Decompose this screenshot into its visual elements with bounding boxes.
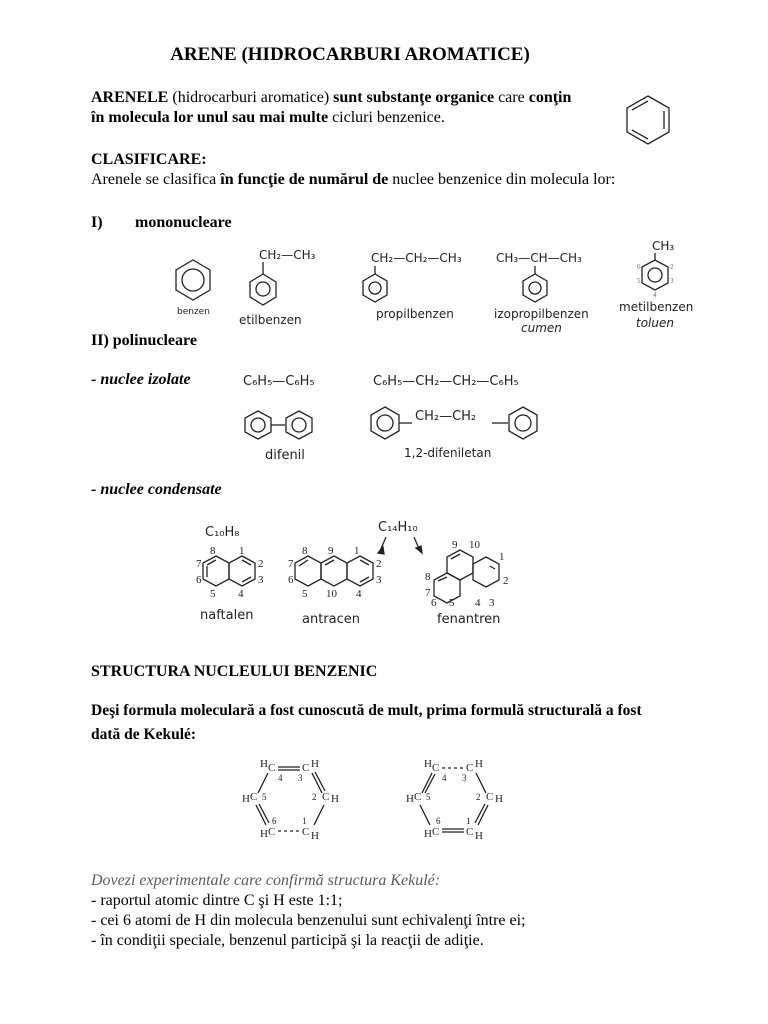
difeniletan-formula: C₆H₅—CH₂—CH₂—C₆H₅	[373, 374, 519, 389]
svg-text:10: 10	[326, 588, 337, 600]
dovezi-list	[91, 891, 711, 951]
svg-text:2: 2	[670, 263, 674, 271]
svg-text:C: C	[302, 826, 310, 838]
svg-text:H: H	[406, 793, 414, 805]
svg-text:2: 2	[476, 792, 481, 802]
svg-text:6: 6	[431, 597, 437, 609]
metilbenzen-label: metilbenzen	[619, 300, 694, 314]
svg-text:4: 4	[238, 588, 244, 600]
svg-text:H: H	[424, 828, 432, 840]
svg-text:5: 5	[637, 277, 641, 285]
svg-text:5: 5	[302, 588, 308, 600]
svg-text:3: 3	[258, 574, 264, 586]
svg-text:5: 5	[449, 597, 455, 609]
clasificare-text-3: nuclee benzenice din molecula lor:	[388, 171, 616, 188]
propilbenzen-formula: CH₂—CH₂—CH₃	[371, 251, 462, 265]
svg-text:6: 6	[196, 574, 202, 586]
svg-text:2: 2	[258, 558, 264, 570]
svg-text:6: 6	[637, 263, 641, 271]
svg-text:3: 3	[670, 277, 674, 285]
antracen-label: antracen	[302, 612, 360, 627]
naftalen-formula: C₁₀H₈	[205, 525, 240, 540]
svg-text:1: 1	[354, 545, 360, 557]
structura-text-1: Deşi formula moleculară a fost cunoscută de mult, prima formulă structurală a fost	[91, 702, 642, 719]
fenantren-structure	[425, 539, 515, 609]
svg-text:C: C	[268, 762, 276, 774]
dovezi-heading: Dovezi experimentale care confirmă structura Kekulé:	[91, 872, 441, 889]
intro-text-6: cicluri benzenice.	[328, 109, 445, 126]
intro-term: ARENELE	[91, 89, 169, 106]
svg-text:2: 2	[503, 575, 509, 587]
svg-text:C: C	[268, 826, 276, 838]
svg-text:5: 5	[210, 588, 216, 600]
svg-text:6: 6	[436, 816, 441, 826]
antracen-formula: C₁₄H₁₀	[378, 520, 418, 535]
propilbenzen-structure	[360, 266, 390, 306]
svg-text:C: C	[250, 791, 258, 803]
intro-text-1: (hidrocarburi aromatice)	[168, 89, 334, 106]
svg-text:H: H	[331, 793, 339, 805]
nuclee-izolate-label	[91, 370, 191, 390]
etilbenzen-formula: CH₂—CH₃	[259, 248, 316, 262]
toluen-formula: CH₃	[652, 239, 675, 253]
svg-text:H: H	[475, 830, 483, 842]
antracen-structure	[288, 545, 388, 606]
mono-number: I)	[91, 214, 103, 231]
svg-text:1: 1	[239, 545, 245, 557]
structura-text-2: dată de Kekulé:	[91, 726, 197, 743]
benzen-structure	[173, 258, 213, 304]
toluen-label: toluen	[636, 316, 674, 330]
structura-paragraph	[91, 699, 711, 747]
svg-text:8: 8	[302, 545, 308, 557]
cumen-label: cumen	[521, 321, 562, 335]
etilbenzen-label: etilbenzen	[239, 313, 302, 327]
intro-text-3: care	[494, 89, 529, 106]
svg-text:7: 7	[425, 587, 431, 599]
izopropilbenzen-formula: CH₃—CH—CH₃	[496, 251, 582, 265]
svg-text:H: H	[311, 758, 319, 770]
dovezi-item-3: - în condiţii speciale, benzenul participă şi la reacţii de adiţie.	[91, 932, 484, 949]
svg-text:5: 5	[262, 792, 267, 802]
kekule-structure-2	[404, 755, 514, 847]
difeniletan-label: 1,2-difeniletan	[404, 446, 492, 460]
difeniletan-bridge: CH₂—CH₂	[415, 409, 477, 424]
dovezi-item-1-a: - raportul atomic	[91, 892, 203, 909]
svg-text:4: 4	[475, 597, 481, 609]
dovezi-item-1	[91, 891, 711, 911]
difenil-formula: C₆H₅—C₆H₅	[243, 374, 315, 389]
intro-text-4: conţin	[528, 89, 572, 106]
svg-text:4: 4	[442, 773, 447, 783]
svg-text:7: 7	[196, 558, 202, 570]
svg-text:8: 8	[425, 571, 431, 583]
svg-text:9: 9	[452, 539, 458, 551]
page-title: ARENE (HIDROCARBURI AROMATICE)	[170, 44, 530, 65]
poli-heading: II) polinucleare	[91, 332, 197, 349]
propilbenzen-label: propilbenzen	[376, 307, 454, 321]
svg-text:9: 9	[328, 545, 334, 557]
intro-text-5: în molecula lor unul sau mai multe	[91, 109, 329, 126]
svg-text:H: H	[242, 793, 250, 805]
svg-text:2: 2	[312, 792, 317, 802]
svg-text:H: H	[260, 828, 268, 840]
nuclee-izolate-text: - nuclee izolate	[91, 371, 191, 388]
svg-text:C: C	[486, 791, 494, 803]
svg-text:1: 1	[302, 816, 307, 826]
benzene-ring-diagram	[624, 94, 672, 146]
svg-text:1: 1	[499, 551, 505, 563]
clasificare-text-1: Arenele se clasifica	[91, 171, 221, 188]
svg-text:C: C	[302, 762, 310, 774]
svg-text:1: 1	[466, 816, 471, 826]
svg-text:C: C	[466, 826, 474, 838]
svg-text:3: 3	[298, 773, 303, 783]
svg-text:6: 6	[288, 574, 294, 586]
svg-text:3: 3	[462, 773, 467, 783]
svg-text:6: 6	[272, 816, 277, 826]
clasificare-text-2: în funcţie de numărul de	[220, 171, 389, 188]
benzen-label: benzen	[177, 307, 210, 317]
svg-text:C: C	[322, 791, 330, 803]
structura-heading: STRUCTURA NUCLEULUI BENZENIC	[91, 663, 378, 680]
svg-text:H: H	[424, 758, 432, 770]
izopropilbenzen-label: izopropilbenzen	[494, 307, 589, 321]
svg-text:8: 8	[210, 545, 216, 557]
clasificare-text	[91, 170, 711, 190]
intro-paragraph	[91, 88, 621, 128]
nuclee-condensate-label	[91, 480, 222, 500]
clasificare-heading: CLASIFICARE:	[91, 151, 207, 168]
difenil-structure	[243, 409, 329, 441]
naftalen-label: naftalen	[200, 608, 254, 623]
arrows	[378, 535, 428, 559]
kekule-structure-1	[240, 755, 350, 847]
toluen-structure	[637, 253, 674, 299]
nuclee-condensate-text: - nuclee condensate	[91, 481, 222, 498]
svg-text:C: C	[414, 791, 422, 803]
svg-text:C: C	[432, 762, 440, 774]
svg-text:H: H	[260, 758, 268, 770]
fenantren-label: fenantren	[437, 612, 501, 627]
etilbenzen-structure	[248, 262, 278, 308]
svg-text:5: 5	[426, 792, 431, 802]
naftalen-structure	[196, 545, 266, 606]
svg-text:10: 10	[469, 539, 480, 551]
svg-text:3: 3	[489, 597, 495, 609]
difenil-label: difenil	[265, 448, 305, 463]
svg-text:4: 4	[278, 773, 283, 783]
svg-text:4: 4	[356, 588, 362, 600]
intro-text-2: sunt substanţe organice	[333, 89, 495, 106]
svg-text:4: 4	[653, 291, 657, 299]
svg-text:2: 2	[376, 558, 382, 570]
svg-text:3: 3	[376, 574, 382, 586]
svg-text:C: C	[432, 826, 440, 838]
dovezi-item-2: - cei 6 atomi de H din molecula benzenului sunt echivalenţi între ei;	[91, 912, 526, 929]
izopropilbenzen-structure	[520, 266, 550, 306]
svg-text:7: 7	[288, 558, 294, 570]
svg-text:H: H	[475, 758, 483, 770]
svg-text:C: C	[466, 762, 474, 774]
dovezi-item-1-c: este 1:1;	[284, 892, 343, 909]
dovezi-item-1-b: dintre C şi H	[202, 892, 285, 909]
svg-text:H: H	[495, 793, 503, 805]
svg-text:H: H	[311, 830, 319, 842]
mono-heading: mononucleare	[135, 214, 232, 231]
